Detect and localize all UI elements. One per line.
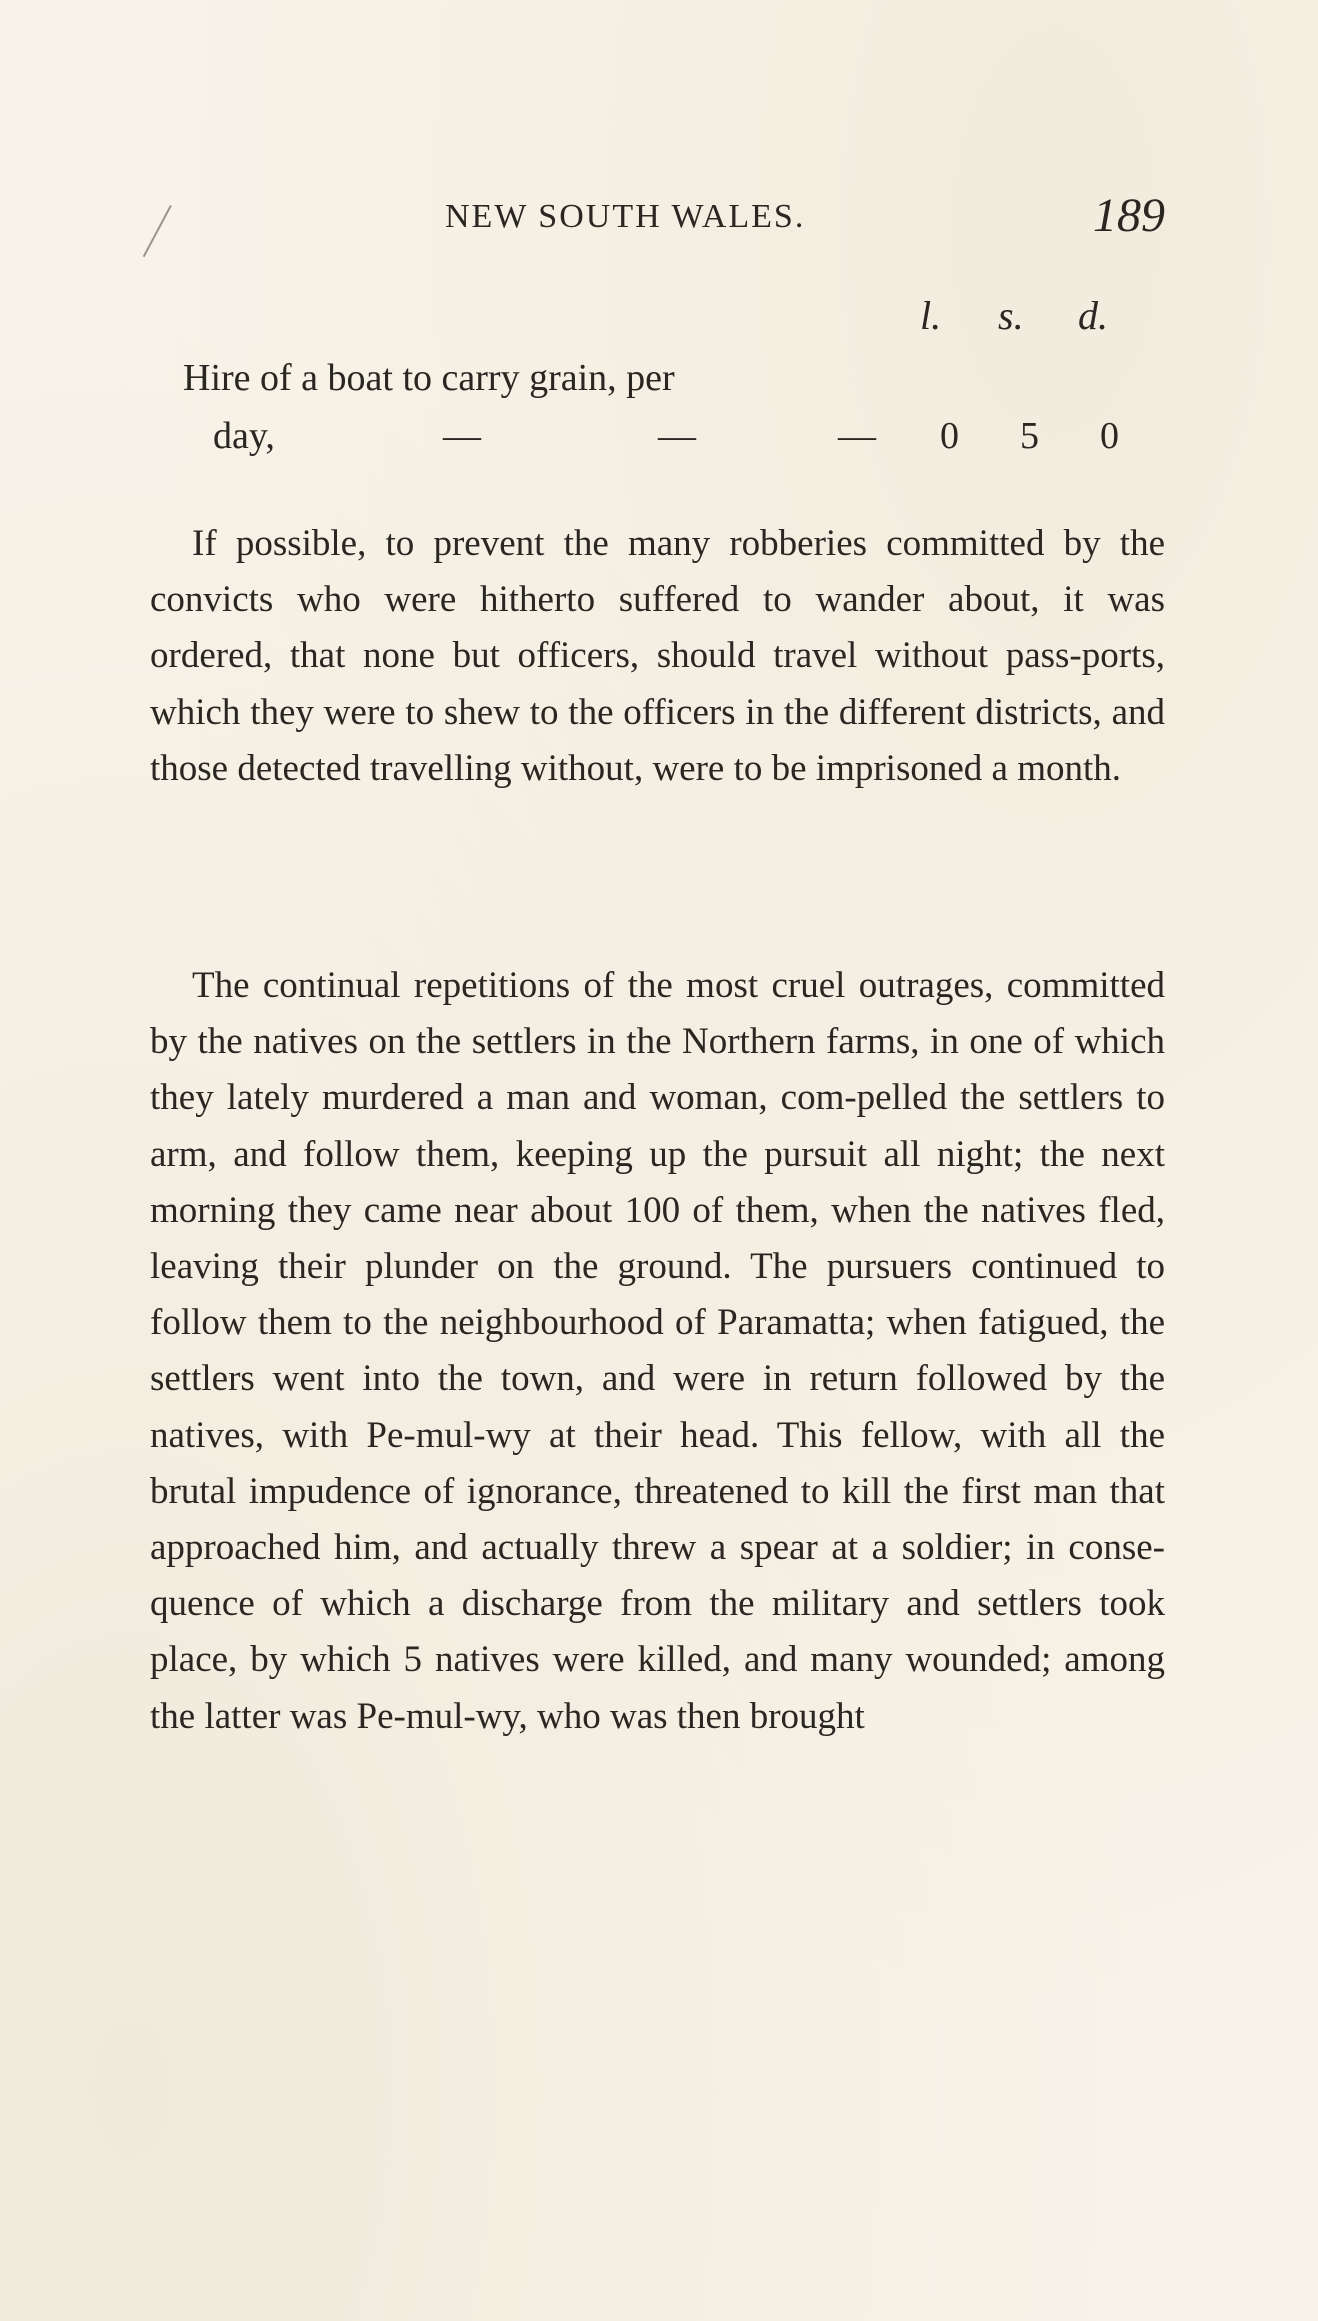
page-header xyxy=(150,189,1165,256)
pounds-heading: l. xyxy=(920,293,942,338)
price-pounds: 0 xyxy=(940,415,959,457)
leader-dash: — xyxy=(838,415,876,457)
price-entry-description: Hire of a boat to carry grain, per xyxy=(183,357,675,399)
shillings-heading: s. xyxy=(998,293,1024,338)
leader-dash: — xyxy=(443,415,481,457)
running-head: NEW SOUTH WALES. xyxy=(445,198,806,235)
leader-dash: — xyxy=(658,415,696,457)
price-pence: 0 xyxy=(1100,415,1119,457)
paragraph-natives: The continual repetitions of the most cruel outrages, committed by the natives on the settlers in the Northern farms, in one of which they lately murdered a man and woman, com-pelled the settlers to arm, and follow them, keeping up the pursuit all night; the next morning they came near about 100 of them, when the natives fled, leaving their plunder on the ground. The pursuers continued to follow them to the neighbourhood of Paramatta; when fatigued, the settlers went into the town, and were in return followed by the natives, with Pe-mul-wy at their head. This fellow, with all the brutal impudence of ignorance, threatened to kill the first man that approached him, and actually threw a spear at a soldier; in conse-quence of which a discharge from the military and settlers took place, by which 5 natives were killed, and many wounded; among the latter was Pe-mul-wy, who was then brought xyxy=(150,965,1165,1737)
price-entry-row xyxy=(213,408,1163,464)
price-entry-label: day, xyxy=(213,415,275,457)
page-number: 189 xyxy=(1093,189,1165,242)
paragraph-passports: If possible, to prevent the many robberies committed by the convicts who were hitherto suffered to wander about, it was ordered, that none but officers, should travel without pass-ports, which they were to shew to the officers in the different districts, and those detected travelling without, were to be imprisoned a month. xyxy=(150,523,1165,789)
pence-heading: d. xyxy=(1078,293,1108,338)
price-shillings: 5 xyxy=(1020,415,1039,457)
